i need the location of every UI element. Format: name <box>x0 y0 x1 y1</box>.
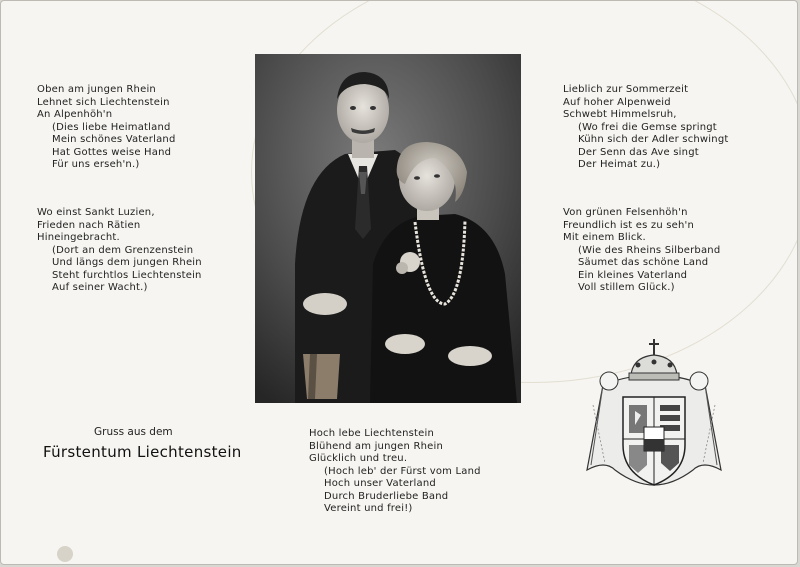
royal-couple-photo <box>255 54 521 403</box>
age-spot <box>57 546 73 562</box>
verse-line: An Alpenhöh'n <box>37 109 113 120</box>
verse-line: Hoch unser Vaterland <box>324 478 436 489</box>
greeting-title: Fürstentum Liechtenstein <box>43 443 242 461</box>
coat-of-arms-icon <box>583 335 725 501</box>
verse-line: Voll stillem Glück.) <box>578 282 675 293</box>
verse-line: Frieden nach Rätien <box>37 219 141 231</box>
greeting-subtitle: Gruss aus dem <box>94 426 173 438</box>
verse-line: Lieblich zur Sommerzeit <box>563 84 689 95</box>
verse-line: (Dort an dem Grenzenstein <box>52 244 194 256</box>
verse-line: Freundlich ist es zu seh'n <box>563 219 695 231</box>
verse-line: (Wo frei die Gemse springt <box>578 121 717 133</box>
verse-line: Glücklich und treu. <box>309 453 408 464</box>
verse-line: Schwebt Himmelsruh, <box>563 109 677 120</box>
verse-line: Oben am jungen Rhein <box>37 84 156 95</box>
verse-line: Für uns erseh'n.) <box>52 159 140 170</box>
verse-mid-left <box>37 207 202 295</box>
verse-line: Kühn sich der Adler schwingt <box>578 134 729 145</box>
verse-line: Der Senn das Ave singt <box>578 146 699 158</box>
verse-line: Hineingebracht. <box>37 232 120 243</box>
verse-line: Wo einst Sankt Luzien, <box>37 207 155 218</box>
verse-bottom-center <box>309 428 481 516</box>
verse-line: Blühend am jungen Rhein <box>309 440 444 452</box>
verse-top-left <box>37 84 176 172</box>
verse-line: (Hoch leb' der Fürst vom Land <box>324 465 481 477</box>
verse-mid-right <box>563 207 720 295</box>
verse-line: Auf seiner Wacht.) <box>52 282 148 293</box>
verse-line: Auf hoher Alpenweid <box>563 96 671 108</box>
verse-line: Und längs dem jungen Rhein <box>52 257 202 268</box>
verse-line: Säumet das schöne Land <box>578 257 709 268</box>
verse-line: Mein schönes Vaterland <box>52 134 176 145</box>
verse-line: (Wie des Rheins Silberband <box>578 244 721 256</box>
verse-line: Lehnet sich Liechtenstein <box>37 96 170 108</box>
verse-line: Vereint und frei!) <box>324 503 413 514</box>
verse-line: Von grünen Felsenhöh'n <box>563 207 688 218</box>
photo-illustration <box>255 54 521 403</box>
verse-line: Hat Gottes weise Hand <box>52 146 172 158</box>
verse-line: Der Heimat zu.) <box>578 159 661 170</box>
verse-line: Mit einem Blick. <box>563 232 646 243</box>
verse-line: Steht furchtlos Liechtenstein <box>52 269 202 281</box>
verse-line: (Dies liebe Heimatland <box>52 121 171 133</box>
verse-line: Ein kleines Vaterland <box>578 269 688 281</box>
verse-top-right <box>563 84 729 172</box>
verse-line: Hoch lebe Liechtenstein <box>309 428 435 439</box>
verse-line: Durch Bruderliebe Band <box>324 490 449 502</box>
